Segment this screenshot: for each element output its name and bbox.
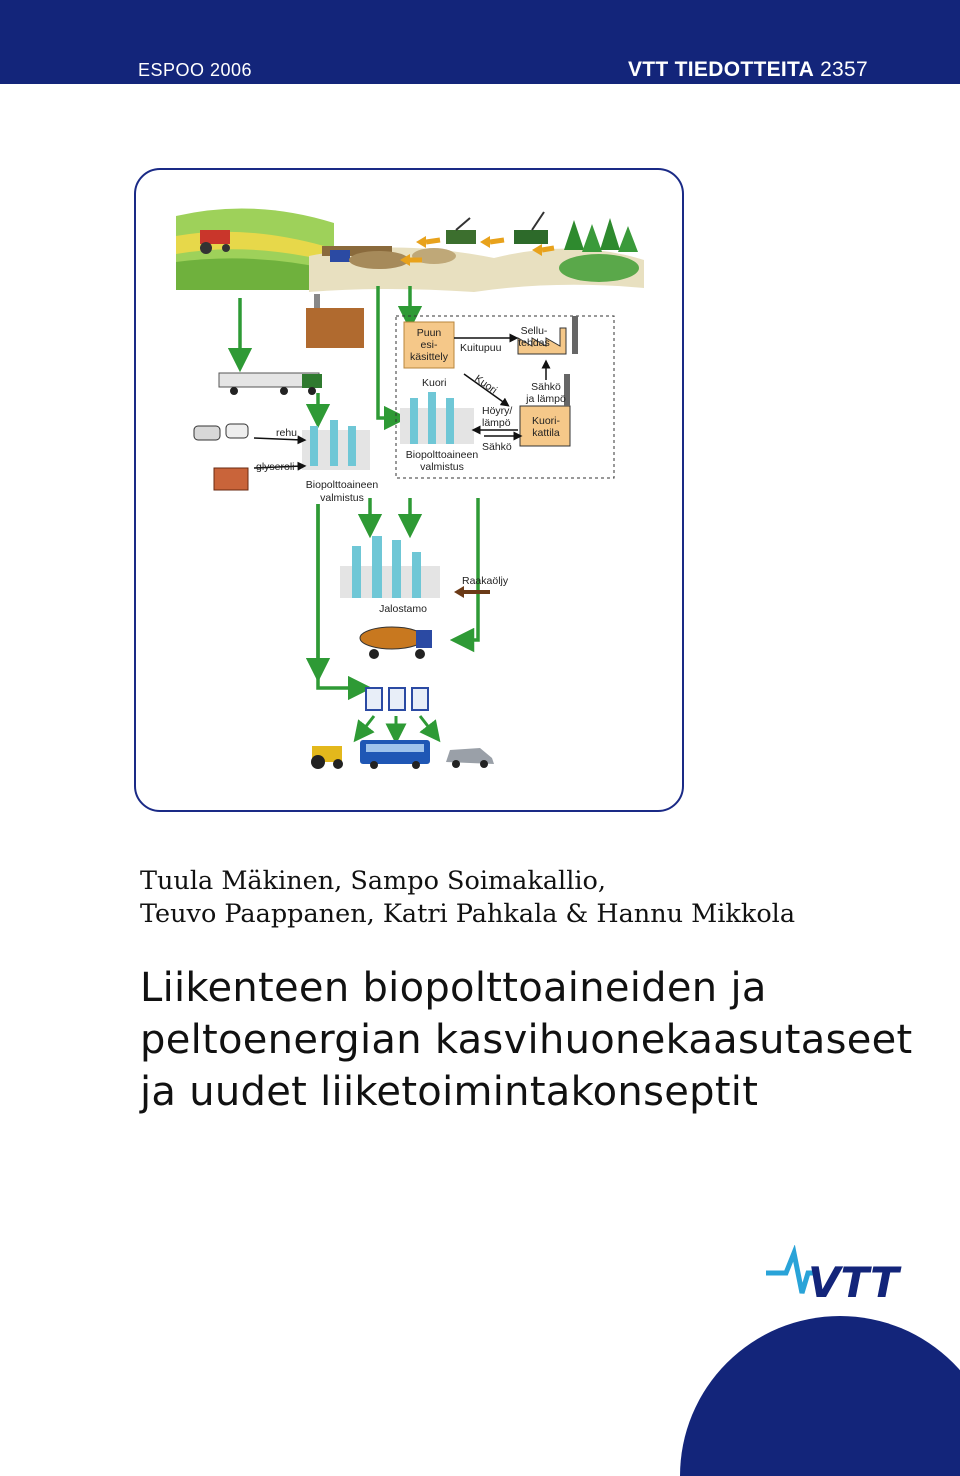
label-raakaoljy: Raakaöljy: [462, 575, 509, 587]
label-biofuel-mid-1: Biopolttoaineen: [405, 449, 479, 461]
refinery-icon: [340, 536, 440, 598]
series-number: 2357: [820, 58, 868, 81]
title-line-2: peltoenergian kasvihuonekaasutaseet: [140, 1017, 913, 1063]
label-sahko-lampo-2: ja lämpö: [526, 393, 566, 405]
author-list: [140, 865, 795, 931]
label-rehu: rehu: [276, 427, 298, 439]
label-biofuel-mid-2: valmistus: [420, 461, 464, 473]
label-hoyry-1: Höyry/: [482, 405, 513, 417]
glycerol-container-icon: [214, 468, 248, 490]
vtt-logo-text: VTT: [808, 1258, 899, 1305]
label-kuitupuu: Kuitupuu: [460, 342, 502, 354]
forest-icon: [559, 218, 639, 282]
label-sahko: Sähkö: [482, 441, 512, 453]
title-line-3: ja uudet liiketoimintakonseptit: [140, 1069, 759, 1115]
series-name: VTT TIEDOTTEITA: [627, 58, 815, 81]
label-sahko-lampo-1: Sähkö: [531, 381, 561, 393]
label-biofuel-left-1: Biopolttoaineen: [305, 479, 379, 491]
label-hoyry-2: lämpö: [482, 417, 511, 429]
landscape-scene: [176, 208, 644, 292]
label-kuorikattila-1: Kuori-: [531, 415, 561, 427]
label-kuori-diagonal: Kuori: [472, 372, 500, 397]
biofuel-process-diagram: [134, 168, 680, 808]
series-title: [628, 58, 868, 82]
label-sellutehdas-2: tehdas: [518, 337, 550, 349]
forwarder-icon: [446, 218, 476, 244]
author-line-2: Teuvo Paappanen, Katri Pahkala & Hannu Mikkola: [140, 899, 796, 929]
publication-title: [140, 962, 913, 1118]
label-sellutehdas-1: Sellu-: [520, 325, 548, 337]
label-puun-1: Puun: [416, 327, 442, 339]
mid-biofuel-plant-icon: [400, 392, 474, 444]
series-header-bar: [0, 0, 960, 84]
corner-decoration: [680, 1316, 960, 1476]
cattle-icon: [194, 424, 248, 440]
label-puun-3: käsittely: [410, 351, 448, 363]
vehicle-tractor-icon: [311, 746, 343, 769]
label-kuorikattila-2: kattila: [532, 427, 560, 439]
steam-electricity-arrows: [476, 430, 518, 436]
series-place-year: ESPOO 2006: [138, 60, 253, 80]
tanker-truck-icon: [360, 627, 432, 659]
transport-truck-icon: [219, 373, 322, 395]
distribution-arrows: [360, 716, 434, 734]
harvester-icon: [514, 212, 548, 244]
vehicle-car-icon: [446, 748, 494, 768]
fuel-pumps-icon: [366, 688, 428, 710]
author-line-1: Tuula Mäkinen, Sampo Soimakallio,: [140, 866, 606, 896]
vehicle-bus-icon: [360, 740, 430, 769]
label-puun-2: esi-: [420, 339, 438, 351]
label-glyseroli: glyseroli: [256, 461, 295, 473]
label-biofuel-left-2: valmistus: [320, 492, 364, 504]
title-line-1: Liikenteen biopolttoaineiden ja: [140, 965, 767, 1011]
crude-oil-arrow: [454, 586, 490, 598]
vtt-logo: [760, 1245, 910, 1305]
label-kuori-left: Kuori: [422, 377, 447, 389]
label-jalostamo: Jalostamo: [379, 603, 427, 615]
